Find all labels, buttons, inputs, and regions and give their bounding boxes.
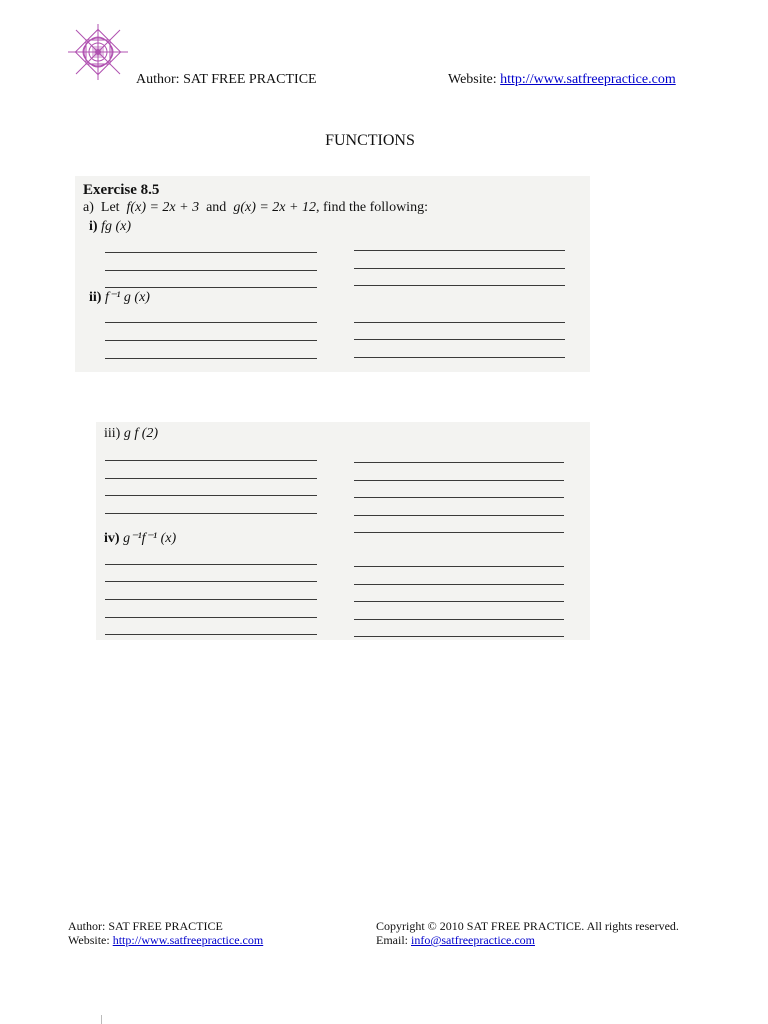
header-author xyxy=(136,72,317,88)
answer-line[interactable] xyxy=(105,617,317,618)
footer-email xyxy=(376,933,535,948)
answer-line[interactable] xyxy=(105,478,317,479)
answer-line[interactable] xyxy=(354,480,564,481)
question-ii-numeral: ii) xyxy=(89,290,102,305)
question-i xyxy=(89,219,131,235)
footer-author xyxy=(68,919,223,934)
question-ii xyxy=(89,289,150,306)
answer-line[interactable] xyxy=(105,495,317,496)
header-author-label: Author: xyxy=(136,72,180,87)
answer-line[interactable] xyxy=(354,619,564,620)
answer-line[interactable] xyxy=(105,358,317,359)
answer-line[interactable] xyxy=(354,322,565,323)
answer-line[interactable] xyxy=(105,287,317,288)
logo-icon xyxy=(66,22,130,82)
answer-line[interactable] xyxy=(105,270,317,271)
footer-website-label: Website: xyxy=(68,933,110,947)
answer-line[interactable] xyxy=(354,515,564,516)
answer-line[interactable] xyxy=(105,564,317,565)
header-website-label: Website: xyxy=(448,72,497,87)
header-website-link[interactable]: http://www.satfreepractice.com xyxy=(500,72,676,87)
answer-line[interactable] xyxy=(105,460,317,461)
answer-line[interactable] xyxy=(354,285,565,286)
question-i-expression: fg (x) xyxy=(101,219,131,234)
question-iv xyxy=(104,530,176,547)
answer-line[interactable] xyxy=(105,322,317,323)
page-title: FUNCTIONS xyxy=(325,132,415,149)
answer-line[interactable] xyxy=(105,340,317,341)
part-a-suffix: , find the following: xyxy=(315,200,428,215)
header-author-name: SAT FREE PRACTICE xyxy=(183,72,317,87)
answer-line[interactable] xyxy=(354,268,565,269)
footer-website xyxy=(68,933,263,948)
worksheet-scan-bottom xyxy=(96,422,590,640)
question-iii-numeral: iii) xyxy=(104,426,121,441)
footer-website-link[interactable]: http://www.satfreepractice.com xyxy=(112,933,264,947)
header-website xyxy=(448,72,676,88)
answer-line[interactable] xyxy=(354,339,565,340)
part-a-label: a) xyxy=(83,200,94,215)
f-definition: f(x) = 2x + 3 xyxy=(126,200,200,215)
answer-line[interactable] xyxy=(105,252,317,253)
answer-line[interactable] xyxy=(105,513,317,514)
footer-email-link[interactable]: info@satfreepractice.com xyxy=(411,933,535,947)
answer-line[interactable] xyxy=(354,532,564,533)
answer-line[interactable] xyxy=(354,584,564,585)
answer-line[interactable] xyxy=(105,599,317,600)
answer-line[interactable] xyxy=(354,566,564,567)
sat-free-practice-logo-icon xyxy=(66,22,130,82)
page-edge-mark xyxy=(101,1015,102,1024)
answer-line[interactable] xyxy=(354,462,564,463)
question-i-numeral: i) xyxy=(89,219,98,234)
answer-line[interactable] xyxy=(354,250,565,251)
part-a-joiner: and xyxy=(206,200,227,215)
answer-line[interactable] xyxy=(105,634,317,635)
exercise-part-a-prompt xyxy=(83,200,428,216)
part-a-prefix: Let xyxy=(100,200,120,215)
answer-line[interactable] xyxy=(354,357,565,358)
question-iv-numeral: iv) xyxy=(104,531,120,546)
question-iii-expression: g f (2) xyxy=(123,426,159,441)
answer-line[interactable] xyxy=(105,581,317,582)
footer-author-label: Author: xyxy=(68,919,106,933)
worksheet-scan-top xyxy=(75,176,590,372)
g-definition: g(x) = 2x + 12 xyxy=(233,200,316,215)
question-iv-expression: g⁻¹f⁻¹ (x) xyxy=(123,531,177,546)
answer-line[interactable] xyxy=(354,601,564,602)
footer-copyright: Copyright © 2010 SAT FREE PRACTICE. All rights reserved. xyxy=(376,919,679,933)
question-iii xyxy=(104,426,158,442)
question-ii-expression: f⁻¹ g (x) xyxy=(104,290,150,305)
footer-author-name: SAT FREE PRACTICE xyxy=(108,919,223,933)
answer-line[interactable] xyxy=(354,636,564,637)
footer-email-label: Email: xyxy=(376,933,408,947)
exercise-heading: Exercise 8.5 xyxy=(83,182,160,198)
answer-line[interactable] xyxy=(354,497,564,498)
